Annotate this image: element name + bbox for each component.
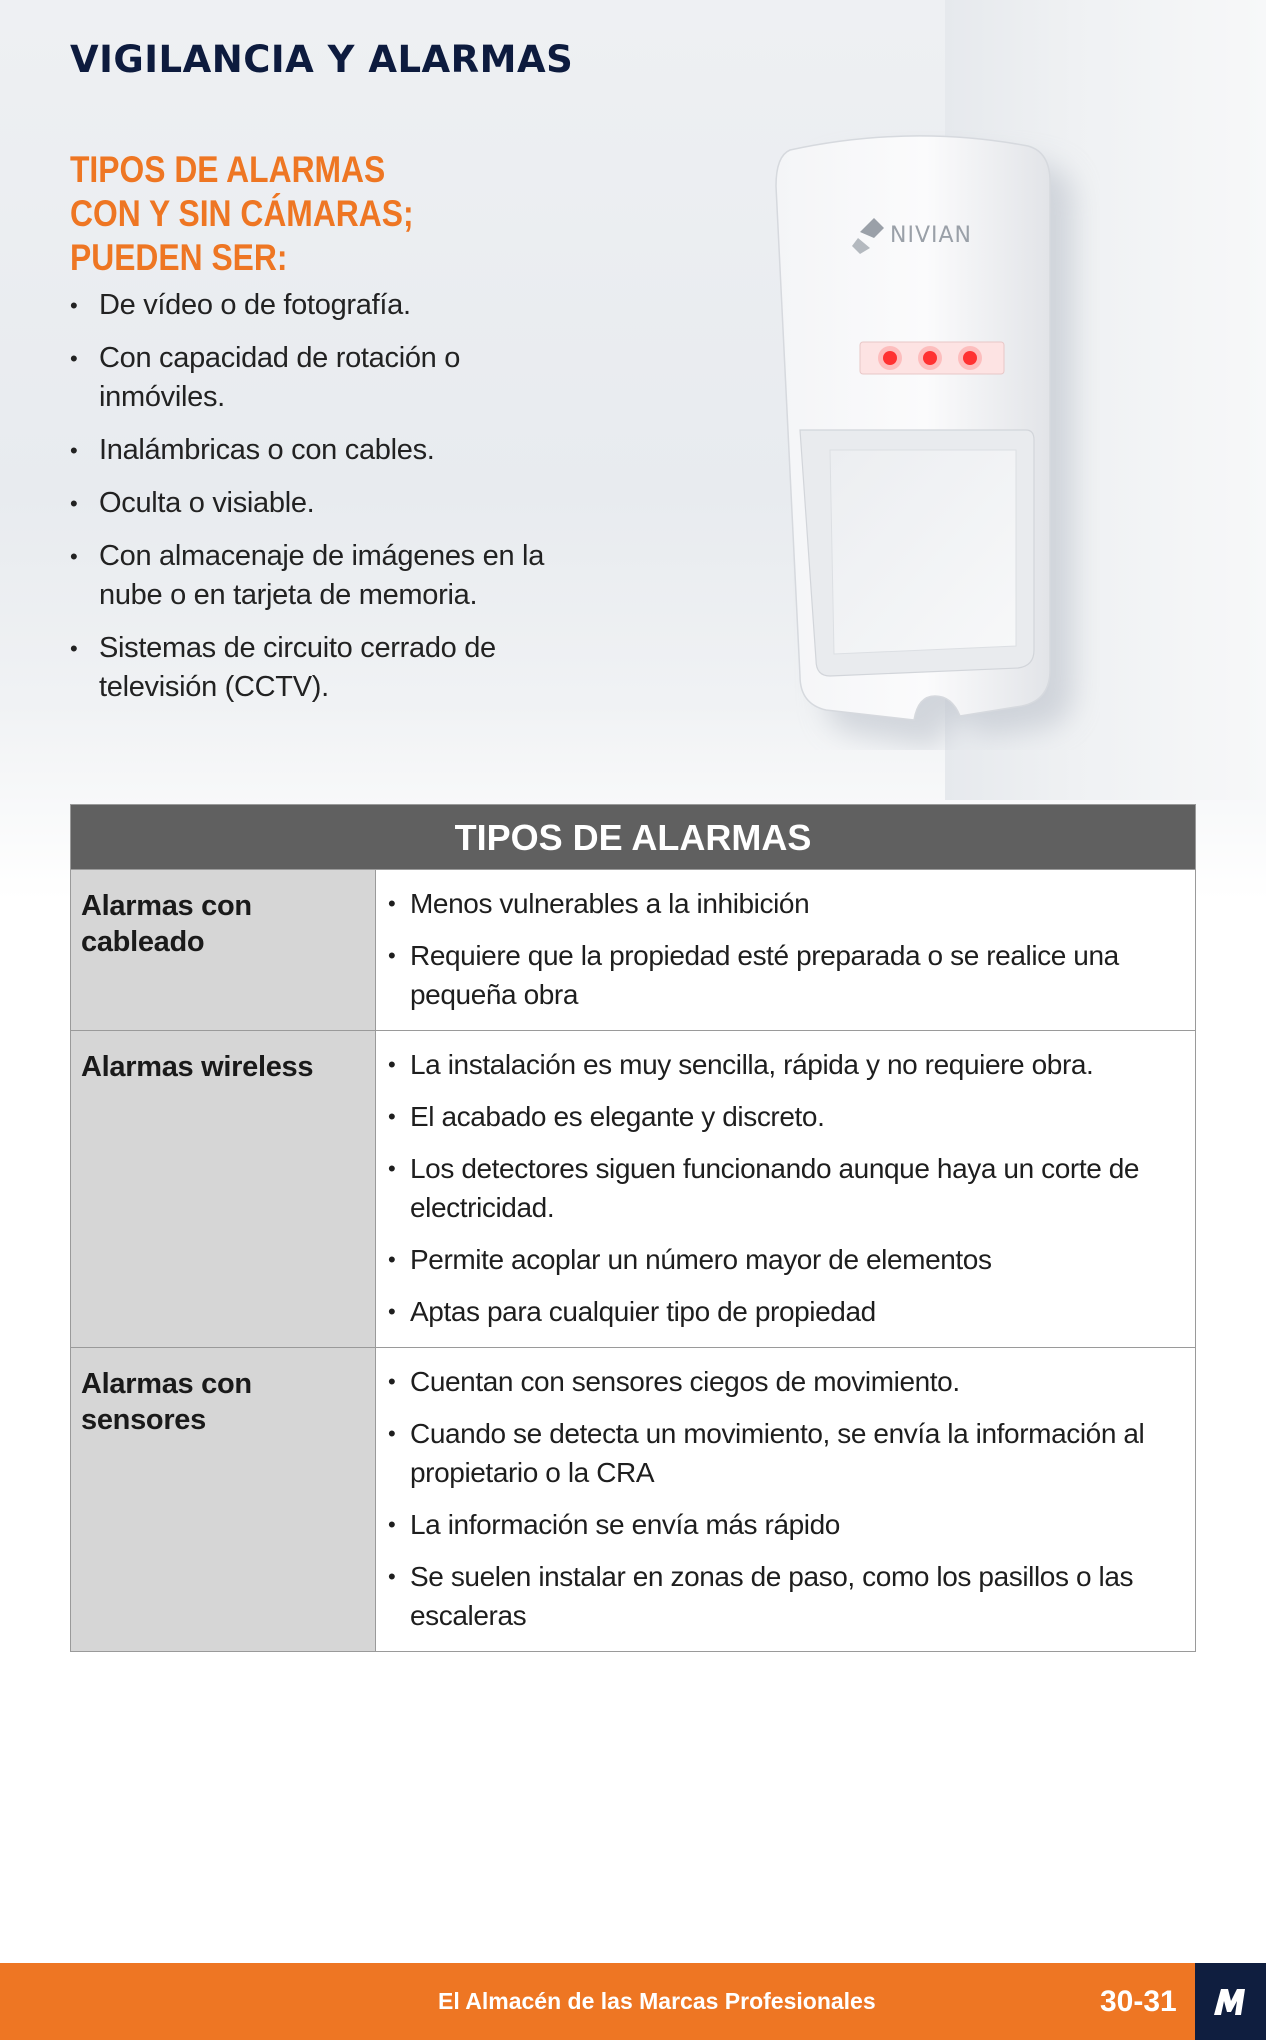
row-label: Alarmas con sensores bbox=[71, 1348, 376, 1651]
list-item: • Con capacidad de rotación o inmóviles. bbox=[70, 339, 590, 417]
list-item: • Menos vulnerables a la inhibición bbox=[386, 884, 1175, 923]
list-item: • Permite acoplar un número mayor de elementos bbox=[386, 1240, 1175, 1279]
list-item: • La instalación es muy sencilla, rápida y no requiere obra. bbox=[386, 1045, 1175, 1084]
alarm-types-table bbox=[70, 804, 1196, 1652]
table-row bbox=[71, 869, 1195, 1030]
footer-tagline: El Almacén de las Marcas Profesionales bbox=[438, 1988, 876, 2014]
svg-text:NIVIAN: NIVIAN bbox=[890, 223, 972, 248]
motion-detector-image bbox=[760, 130, 1100, 750]
table-title: TIPOS DE ALARMAS bbox=[71, 805, 1195, 869]
list-item: • Oculta o visiable. bbox=[70, 484, 590, 523]
row-label: Alarmas con cableado bbox=[71, 870, 376, 1030]
list-item: • Sistemas de circuito cerrado de televisión (CCTV). bbox=[70, 629, 590, 707]
row-items bbox=[376, 1031, 1195, 1347]
row-label: Alarmas wireless bbox=[71, 1031, 376, 1347]
list-item: • Aptas para cualquier tipo de propiedad bbox=[386, 1292, 1175, 1331]
row-items bbox=[376, 870, 1195, 1030]
list-item: • Se suelen instalar en zonas de paso, como los pasillos o las escaleras bbox=[386, 1557, 1175, 1635]
page-number: 30-31 bbox=[1100, 1985, 1177, 2018]
table-row bbox=[71, 1347, 1195, 1651]
list-item: • Requiere que la propiedad esté preparada o se realice una pequeña obra bbox=[386, 936, 1175, 1014]
heading-line: PUEDEN SER: bbox=[70, 237, 288, 278]
alarm-features-list bbox=[70, 286, 590, 721]
list-item: • De vídeo o de fotografía. bbox=[70, 286, 590, 325]
list-item: • Cuentan con sensores ciegos de movimiento. bbox=[386, 1362, 1175, 1401]
alarm-types-heading bbox=[70, 148, 500, 280]
list-item: • Inalámbricas o con cables. bbox=[70, 431, 590, 470]
m-logo-icon bbox=[1211, 1985, 1251, 2019]
list-item: • Cuando se detecta un movimiento, se envía la información al propietario o la CRA bbox=[386, 1414, 1175, 1492]
brand-logo bbox=[1195, 1963, 1266, 2040]
list-item: • El acabado es elegante y discreto. bbox=[386, 1097, 1175, 1136]
list-item: • Con almacenaje de imágenes en la nube o en tarjeta de memoria. bbox=[70, 537, 590, 615]
heading-line: TIPOS DE ALARMAS bbox=[70, 149, 386, 190]
table-row bbox=[71, 1030, 1195, 1347]
list-item: • Los detectores siguen funcionando aunque haya un corte de electricidad. bbox=[386, 1149, 1175, 1227]
list-item: • La información se envía más rápido bbox=[386, 1505, 1175, 1544]
heading-line: CON Y SIN CÁMARAS; bbox=[70, 193, 414, 234]
row-items bbox=[376, 1348, 1195, 1651]
footer-bar bbox=[0, 1963, 1266, 2040]
page-title: VIGILANCIA Y ALARMAS bbox=[70, 38, 574, 81]
